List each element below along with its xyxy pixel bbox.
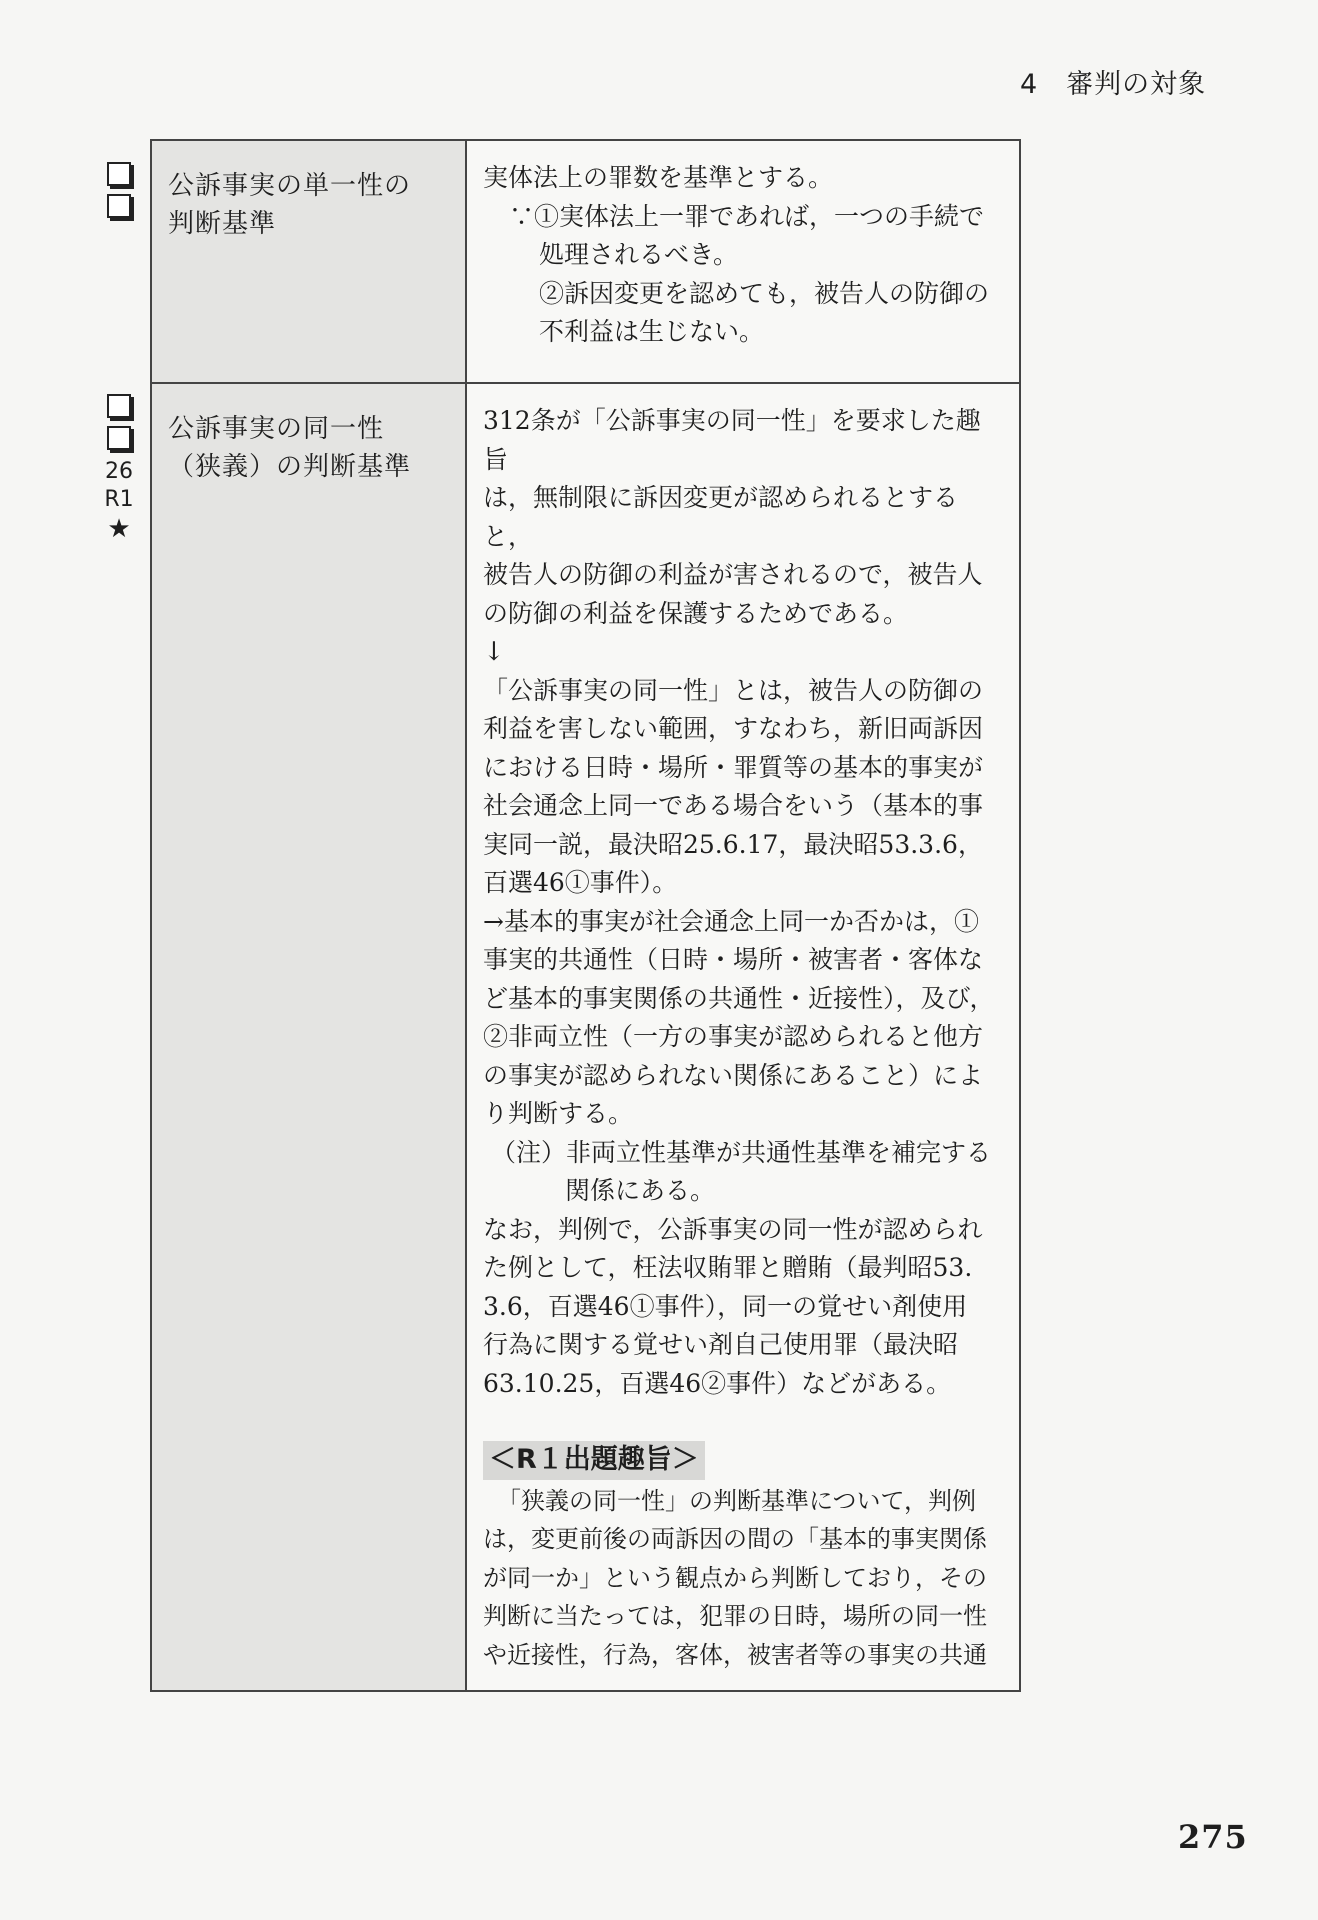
- row-label: [151, 383, 466, 1691]
- body-line: 被告人の防御の利益が害されるので，被告人: [483, 560, 983, 589]
- body-line: た例として，枉法収賄罪と贈賄（最判昭53.: [483, 1253, 973, 1282]
- review-checkbox-2[interactable]: [107, 194, 131, 218]
- page-number: 275: [1178, 1818, 1248, 1856]
- label-line: 公訴事実の同一性: [168, 414, 385, 444]
- body-line: 「公訴事実の同一性」とは，被告人の防御の: [483, 675, 984, 705]
- body-line: →基本的事実が社会通念上同一か否かは，①: [483, 906, 979, 936]
- note-line: （注）非両立性基準が共通性基準を補完する: [491, 1137, 992, 1167]
- r1-line: や近接性，行為，客体，被害者等の事実の共通: [483, 1640, 987, 1669]
- review-checkbox-4[interactable]: [107, 426, 131, 450]
- body-line: 実体法上の罪数を基準とする。: [483, 163, 834, 192]
- r1-line: 判断に当たっては，犯罪の日時，場所の同一性: [483, 1602, 987, 1630]
- body-line: 処理されるべき。: [539, 240, 739, 269]
- body-line: 行為に関する覚せい剤自己使用罪（最決昭: [483, 1330, 959, 1359]
- body-line: 百選46①事件）。: [483, 868, 678, 897]
- body-line: 3.6，百選46①事件），同一の覚せい剤使用: [483, 1291, 968, 1321]
- body-line: 利益を害しない範囲，すなわち，新旧両訴因: [483, 714, 984, 743]
- body-line: 不利益は生じない。: [539, 317, 765, 346]
- row1-margin-marks: [102, 162, 136, 226]
- row-body: [466, 383, 1020, 1691]
- body-line: ②訴因変更を認めても，被告人の防御の: [539, 278, 990, 308]
- r1-line: が同一か」という観点から判断しており，その: [483, 1563, 987, 1592]
- section-number: 4: [1020, 69, 1039, 100]
- review-checkbox-3[interactable]: [107, 394, 131, 418]
- table-row: [151, 140, 1020, 383]
- running-header: [1020, 62, 1270, 101]
- label-line: （狭義）の判断基準: [168, 452, 412, 482]
- body-line: ②非両立性（一方の事実が認められると他方: [483, 1022, 984, 1051]
- body-line: 事実的共通性（日時・場所・被害者・客体な: [483, 945, 984, 974]
- body-line: ∵①実体法上一罪であれば，一つの手続で: [509, 201, 985, 231]
- row-body: [466, 140, 1020, 383]
- body-line: の事実が認められない関係にあること）によ: [483, 1060, 984, 1090]
- body-line: 社会通念上同一である場合をいう（基本的事: [483, 791, 984, 820]
- body-line: における日時・場所・罪質等の基本的事実が: [483, 752, 984, 782]
- r1-line: 「狭義の同一性」の判断基準について，判例: [497, 1486, 977, 1515]
- label-line: 公訴事実の単一性の: [168, 171, 412, 201]
- body-line: り判断する。: [483, 1099, 634, 1128]
- body-line: 63.10.25，百選46②事件）などがある。: [483, 1368, 952, 1398]
- summary-table: [150, 139, 1021, 1692]
- r1-line: は，変更前後の両訴因の間の「基本的事実関係: [483, 1525, 987, 1553]
- body-line: の防御の利益を保護するためである。: [483, 598, 909, 628]
- section-title: 審判の対象: [1066, 69, 1207, 100]
- body-line: なお，判例で，公訴事実の同一性が認められ: [483, 1214, 983, 1244]
- body-line: 実同一説，最決昭25.6.17，最決昭53.3.6，: [483, 829, 983, 859]
- down-arrow-icon: ↓: [483, 637, 505, 667]
- body-line: は，無制限に訴因変更が認められるとすると，: [483, 483, 959, 551]
- exam-year-26: 26: [105, 459, 133, 484]
- r1-exam-purpose-heading: ＜R１出題趣旨＞: [483, 1441, 705, 1480]
- importance-star-icon: ★: [107, 514, 131, 544]
- label-line: 判断基準: [168, 209, 277, 239]
- body-line: ど基本的事実関係の共通性・近接性），及び，: [483, 983, 995, 1013]
- row-label: [151, 140, 466, 383]
- exam-year-r1: R1: [104, 487, 134, 512]
- body-line: 312条が「公訴事実の同一性」を要求した趣旨: [483, 406, 981, 474]
- review-checkbox-1[interactable]: [107, 162, 131, 186]
- row2-margin-marks: [102, 394, 136, 544]
- table-row: [151, 383, 1020, 1691]
- note-line: 関係にある。: [565, 1176, 716, 1205]
